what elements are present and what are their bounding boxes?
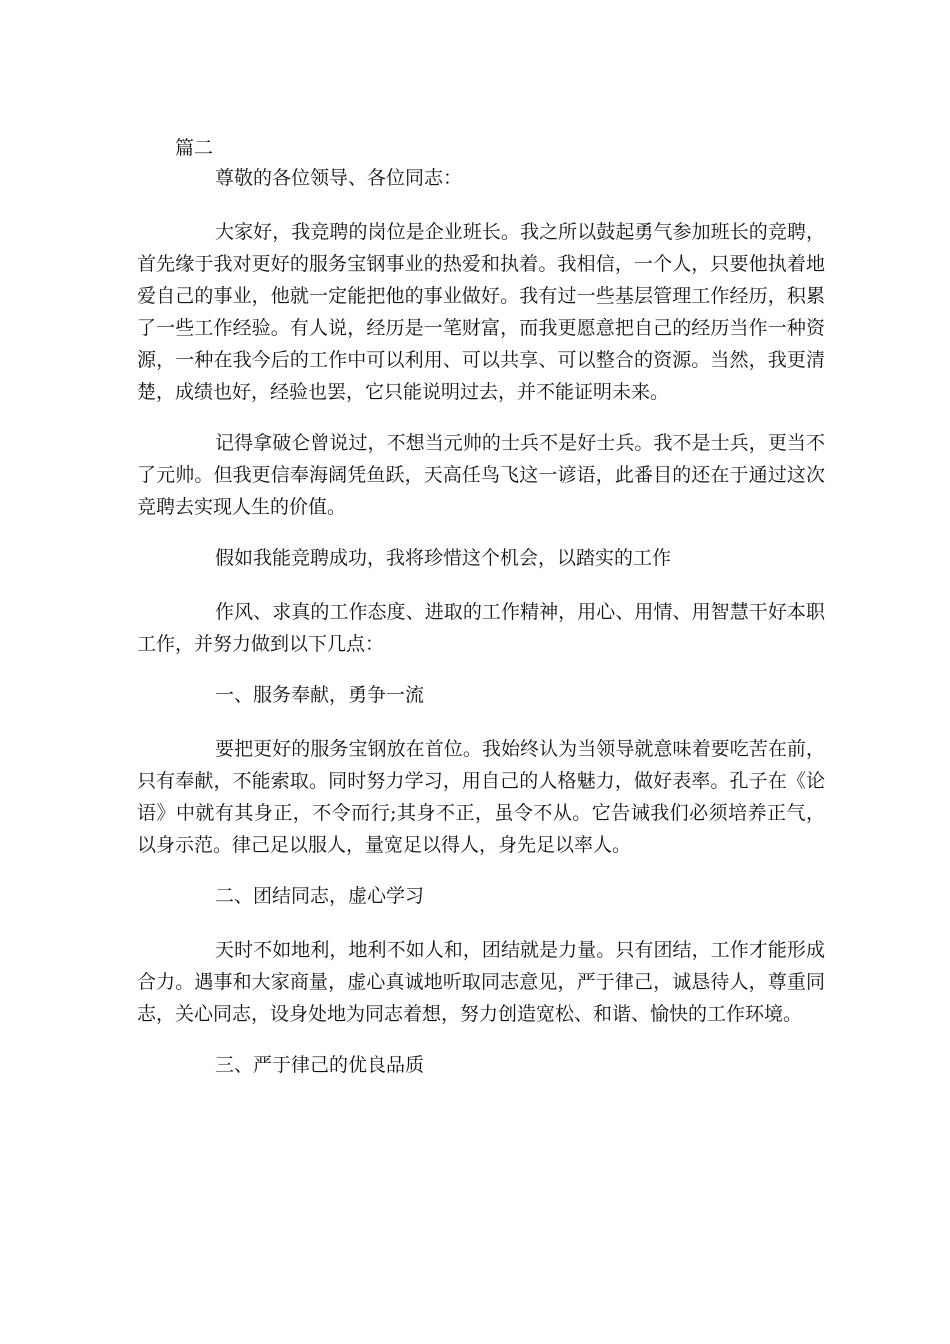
paragraph-work-style: 作风、求真的工作态度、进取的工作精神，用心、用情、用智慧干好本职工作，并努力做到以下几点： (137, 601, 825, 655)
point-two-body: 天时不如地利，地利不如人和，团结就是力量。只有团结，工作才能形成合力。遇事和大家商量，虚心真诚地听取同志意见，严于律己，诚恳待人，尊重同志，关心同志，设身处地为同志着想，努力创造宽松、和谐、愉快的工作环境。 (137, 939, 825, 1025)
point-one-heading: 一、服务奉献，勇争一流 (215, 684, 425, 706)
salutation: 尊敬的各位领导、各位同志： (215, 167, 463, 189)
point-one-body: 要把更好的服务宝钢放在首位。我始终认为当领导就意味着要吃苦在前，只有奉献，不能索取。同时努力学习，用自己的人格魅力，做好表率。孔子在《论语》中就有其身正，不令而行;其身不正，虽令不从。它告诫我们必须培养正气，以身示范。律己足以服人，量宽足以得人，身先足以率人。 (137, 738, 825, 856)
section-heading: 篇二 (175, 137, 214, 159)
paragraph-if-successful: 假如我能竞聘成功，我将珍惜这个机会，以踏实的工作 (215, 547, 672, 569)
document-body (137, 162, 825, 1103)
paragraph-intro: 大家好，我竞聘的岗位是企业班长。我之所以鼓起勇气参加班长的竞聘，首先缘于我对更好的服务宝钢事业的热爱和执着。我相信，一个人，只要他执着地爱自己的事业，他就一定能把他的事业做好。我有过一些基层管理工作经历，积累了一些工作经验。有人说，经历是一笔财富，而我更愿意把自己的经历当作一种资源，一种在我今后的工作中可以利用、可以共享、可以整合的资源。当然，我更清楚，成绩也好，经验也罢，它只能说明过去，并不能证明未来。 (137, 221, 825, 403)
point-three-heading: 三、严于律己的优良品质 (215, 1054, 425, 1076)
paragraph-napoleon: 记得拿破仑曾说过，不想当元帅的士兵不是好士兵。我不是士兵，更当不了元帅。但我更信奉海阔凭鱼跃，天高任鸟飞这一谚语，此番目的还在于通过这次竞聘去实现人生的价值。 (137, 432, 825, 518)
point-two-heading: 二、团结同志，虚心学习 (215, 885, 425, 907)
